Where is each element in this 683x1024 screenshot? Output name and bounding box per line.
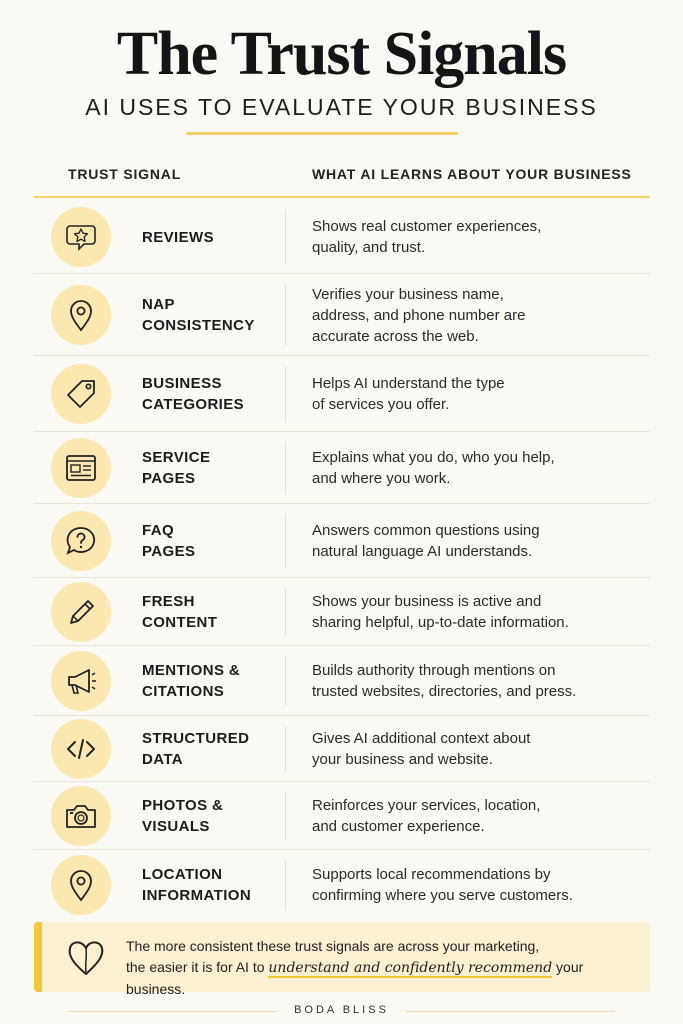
table-row xyxy=(34,504,650,578)
icon-badge xyxy=(51,651,111,711)
signal-description-line: Answers common questions using xyxy=(312,522,540,539)
page-title: The Trust Signals xyxy=(116,20,567,88)
code-brackets-icon xyxy=(62,730,100,768)
trust-signal-label xyxy=(142,294,282,336)
signal-description xyxy=(312,728,642,770)
footer-line-2 xyxy=(126,957,646,1000)
column-divider xyxy=(285,284,286,346)
icon-badge xyxy=(51,582,111,642)
trust-signal-label-line: CONTENT xyxy=(142,614,218,631)
icon-badge xyxy=(51,511,111,571)
trust-signal-label-line: FAQ xyxy=(142,522,175,539)
signal-description-line: trusted websites, directories, and press. xyxy=(312,683,577,700)
signal-description-line: quality, and trust. xyxy=(312,239,426,256)
signal-description xyxy=(312,520,642,562)
trust-signal-label xyxy=(142,591,282,633)
trust-signal-label-line: PHOTOS & xyxy=(142,797,224,814)
footer-callout xyxy=(34,922,650,997)
megaphone-icon xyxy=(62,662,100,700)
signal-description xyxy=(312,373,642,415)
pencil-icon xyxy=(62,593,100,631)
location-pin-icon xyxy=(62,866,100,904)
signal-description xyxy=(312,660,642,702)
trust-signal-label-line: STRUCTURED xyxy=(142,730,250,747)
icon-badge xyxy=(51,438,111,498)
tag-icon xyxy=(62,375,100,413)
signal-description-line: Gives AI additional context about xyxy=(312,730,531,747)
column-divider xyxy=(285,588,286,636)
trust-signal-label xyxy=(142,520,282,562)
column-header-learns: WHAT AI LEARNS ABOUT YOUR BUSINESS xyxy=(312,166,632,182)
header-divider xyxy=(34,196,650,198)
signal-description-line: of services you offer. xyxy=(312,396,450,413)
table-row xyxy=(34,646,650,716)
footer-line-1: The more consistent these trust signals are across your marketing, xyxy=(126,938,540,954)
web-page-icon xyxy=(62,449,100,487)
table-row xyxy=(34,274,650,356)
heart-icon xyxy=(66,936,106,978)
signal-description xyxy=(312,447,642,489)
table-row xyxy=(34,200,650,274)
signal-description-line: confirming where you serve customers. xyxy=(312,887,573,904)
table-row xyxy=(34,782,650,850)
trust-signal-label-line: SERVICE xyxy=(142,449,211,466)
signal-description xyxy=(312,284,642,347)
trust-signal-label xyxy=(142,227,282,248)
signal-description xyxy=(312,864,642,906)
footer-line-2-start: the easier it is for AI to xyxy=(126,959,269,975)
signal-description-line: Verifies your business name, xyxy=(312,286,504,303)
review-star-speech-icon xyxy=(62,218,100,256)
column-header-signal: TRUST SIGNAL xyxy=(68,166,182,182)
table-row xyxy=(34,850,650,920)
icon-badge xyxy=(51,207,111,267)
trust-signal-label-line: CATEGORIES xyxy=(142,396,245,413)
column-divider xyxy=(285,656,286,706)
icon-badge xyxy=(51,786,111,846)
trust-signal-label xyxy=(142,864,282,906)
trust-signal-label-line: CONSISTENCY xyxy=(142,317,255,334)
column-divider xyxy=(285,726,286,772)
trust-signal-label xyxy=(142,447,282,489)
signal-description-line: and where you work. xyxy=(312,470,451,487)
signal-description-line: sharing helpful, up-to-date information. xyxy=(312,614,569,631)
icon-badge xyxy=(51,719,111,779)
trust-signal-label-line: INFORMATION xyxy=(142,887,252,904)
trust-signal-label-line: NAP xyxy=(142,296,175,313)
table-row xyxy=(34,716,650,782)
trust-signal-label xyxy=(142,373,282,415)
trust-signal-label-line: PAGES xyxy=(142,543,196,560)
column-divider xyxy=(285,860,286,910)
icon-badge xyxy=(51,285,111,345)
signal-description-line: accurate across the web. xyxy=(312,328,479,345)
trust-signal-label-line: BUSINESS xyxy=(142,375,222,392)
trust-signal-label xyxy=(142,795,282,837)
trust-signal-label-line: DATA xyxy=(142,751,184,768)
table-row xyxy=(34,356,650,432)
signal-description-line: Shows your business is active and xyxy=(312,593,542,610)
trust-signal-label xyxy=(142,660,282,702)
signal-description-line: Builds authority through mentions on xyxy=(312,662,556,679)
signal-description-line: your business and website. xyxy=(312,751,493,768)
signal-description-line: Reinforces your services, location, xyxy=(312,797,541,814)
signal-description-line: Explains what you do, who you help, xyxy=(312,449,555,466)
column-divider xyxy=(285,210,286,264)
signal-description xyxy=(312,591,642,633)
trust-signal-label-line: VISUALS xyxy=(142,818,210,835)
footer-line-2-end: your business. xyxy=(126,959,584,997)
signal-description-line: address, and phone number are xyxy=(312,307,526,324)
signal-description-line: Shows real customer experiences, xyxy=(312,218,542,235)
trust-signal-label-line: FRESH xyxy=(142,593,195,610)
column-divider xyxy=(285,514,286,568)
location-pin-icon xyxy=(62,296,100,334)
column-divider xyxy=(285,792,286,840)
trust-signal-label xyxy=(142,728,282,770)
page-subtitle: AI USES TO EVALUATE YOUR BUSINESS xyxy=(85,94,598,120)
title-underline xyxy=(186,132,458,135)
icon-badge xyxy=(51,364,111,424)
camera-icon xyxy=(62,797,100,835)
brand-name: BODA BLISS xyxy=(294,1004,389,1016)
trust-signal-label-line: LOCATION xyxy=(142,866,223,883)
signal-description-line: and customer experience. xyxy=(312,818,485,835)
column-divider xyxy=(285,366,286,422)
signal-description xyxy=(312,216,642,258)
signal-description xyxy=(312,795,642,837)
icon-badge xyxy=(51,855,111,915)
footer-message xyxy=(126,936,646,1000)
signal-description-line: Helps AI understand the type xyxy=(312,375,505,392)
question-bubble-icon xyxy=(62,522,100,560)
table-row xyxy=(34,578,650,646)
table-row xyxy=(34,432,650,504)
signal-description-line: natural language AI understands. xyxy=(312,543,533,560)
footer-highlight: understand and confidently recommend xyxy=(268,960,553,976)
trust-signal-label-line: CITATIONS xyxy=(142,683,225,700)
trust-signal-label-line: REVIEWS xyxy=(142,229,214,246)
column-divider xyxy=(285,442,286,494)
trust-signal-label-line: MENTIONS & xyxy=(142,662,241,679)
signal-description-line: Supports local recommendations by xyxy=(312,866,551,883)
trust-signal-label-line: PAGES xyxy=(142,470,196,487)
brand-footer xyxy=(0,1004,683,1018)
footer-accent-bar xyxy=(34,922,42,992)
